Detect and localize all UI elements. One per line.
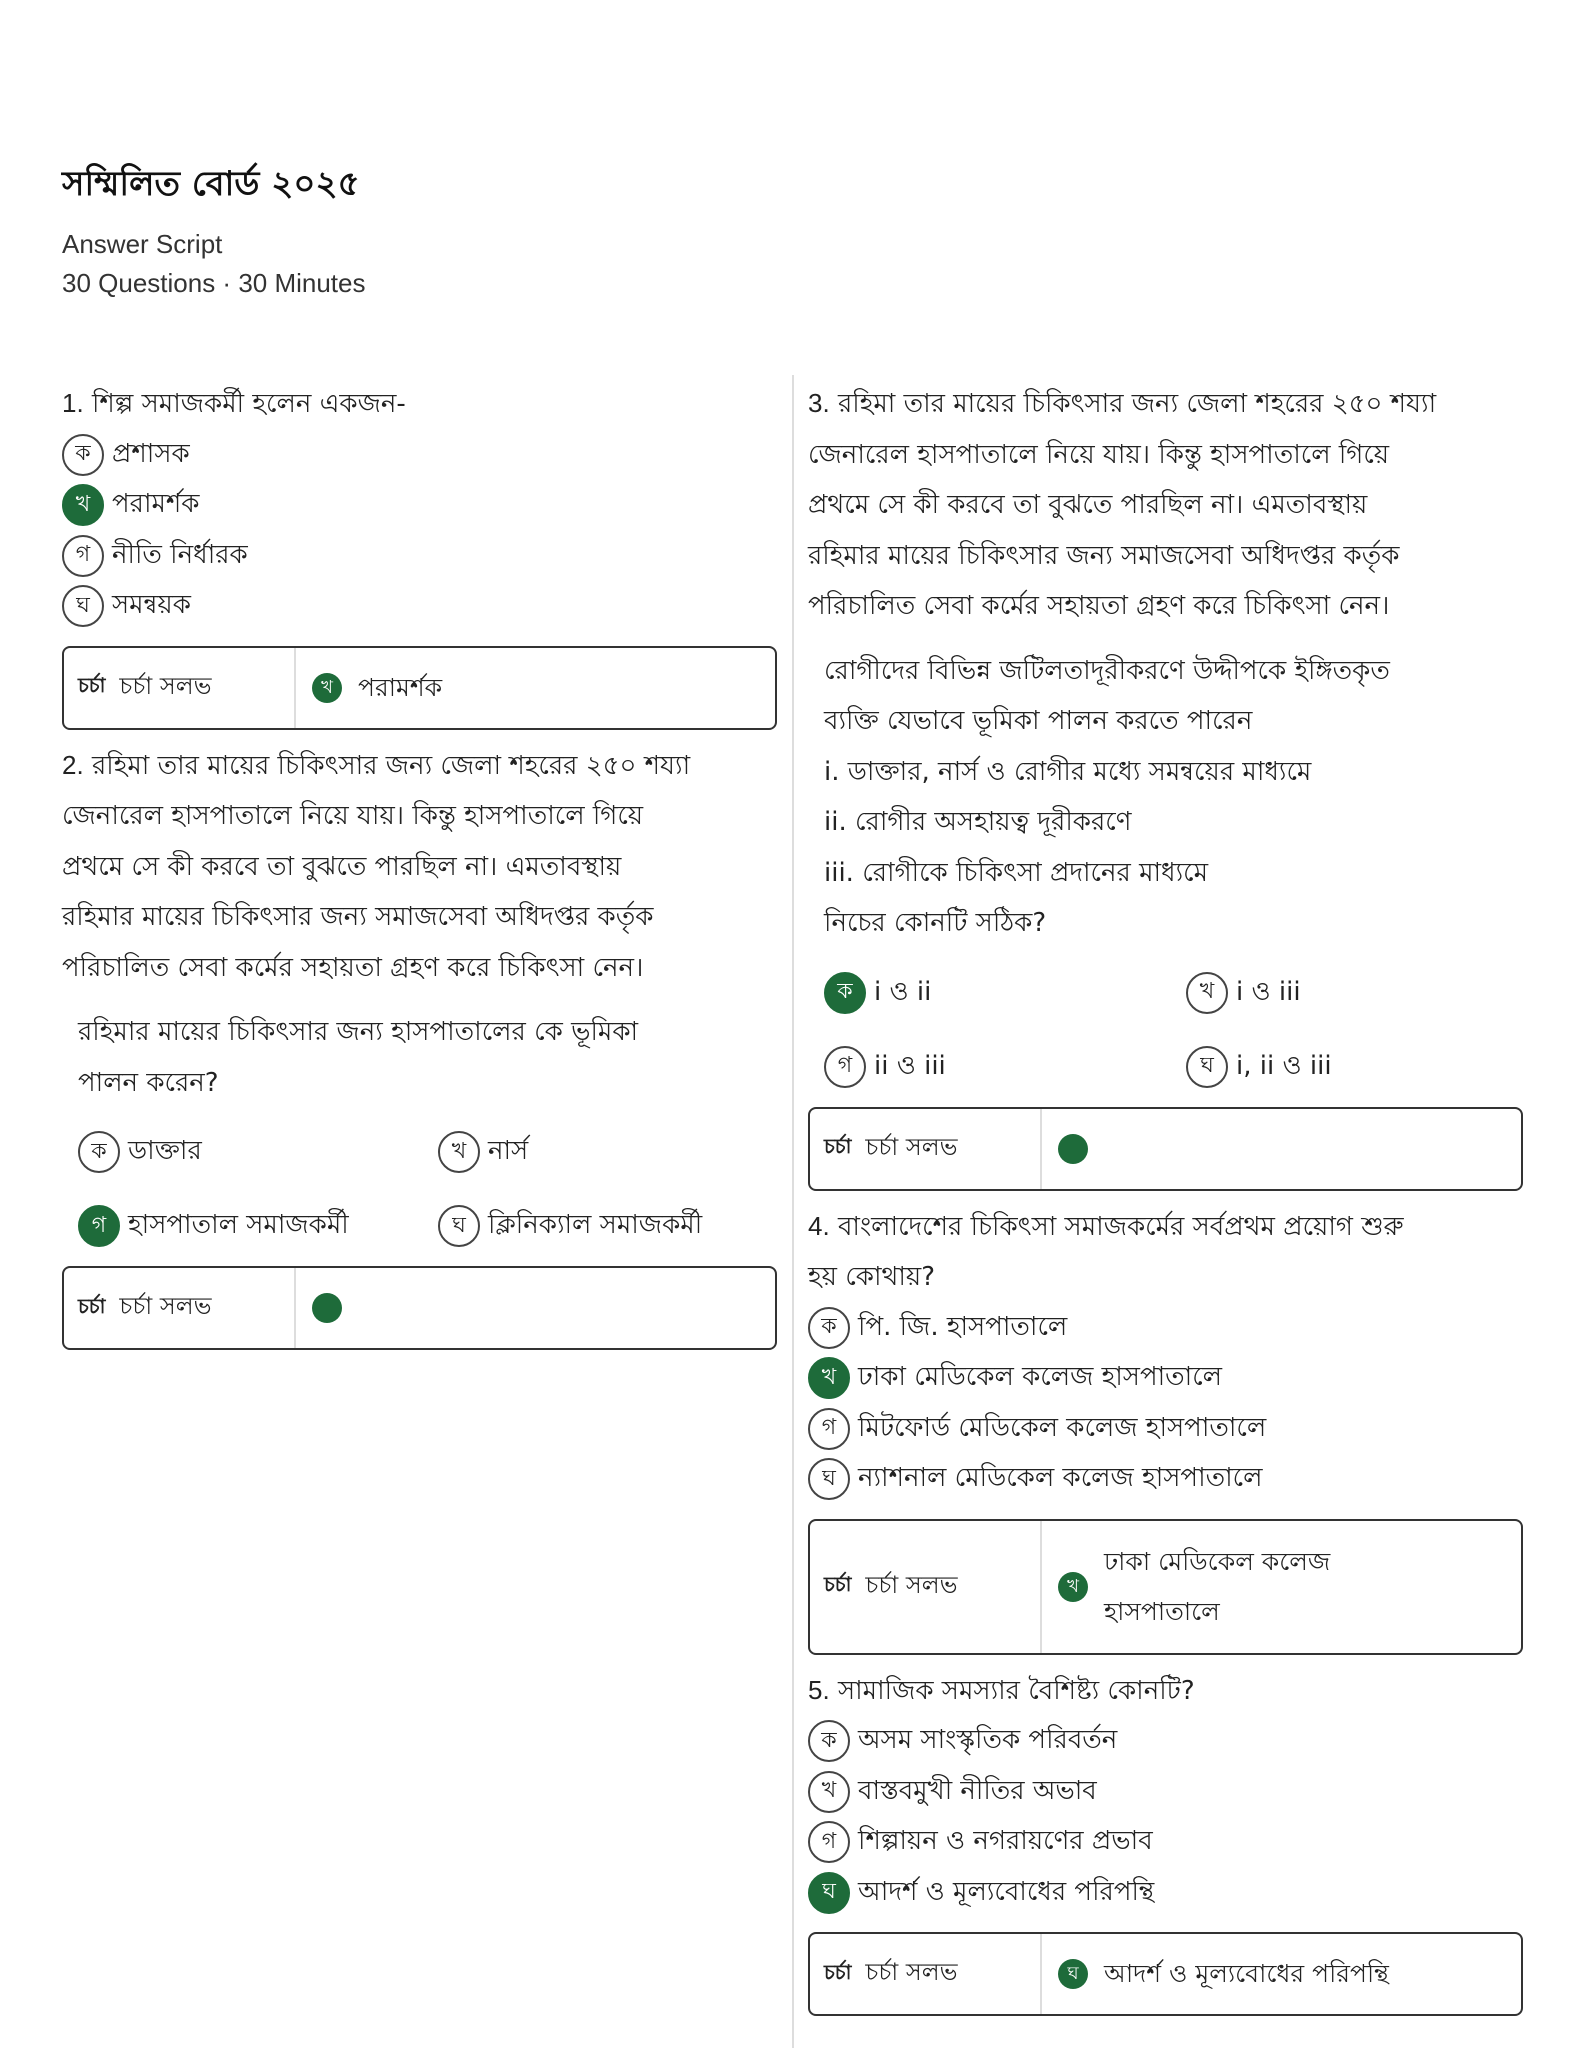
exam-title: সম্মিলিত বোর্ড ২০২৫ <box>62 164 360 204</box>
option-kha[interactable] <box>808 1767 1523 1818</box>
option-text: প্রশাসক <box>112 438 190 469</box>
answer-text: আদর্শ ও মূল্যবোধের পরিপন্থি <box>1104 1959 1389 1988</box>
exam-meta: 30 Questions · 30 Minutes <box>62 268 366 298</box>
option-ga[interactable] <box>808 1404 1523 1455</box>
option-gha[interactable] <box>1186 1041 1526 1093</box>
page-header <box>62 158 366 303</box>
option-marker: খ <box>438 1131 480 1173</box>
charcha-logo-icon: চর্চা <box>78 673 106 697</box>
option-text: নীতি নির্ধারক <box>112 539 248 570</box>
option-marker: ক <box>808 1307 850 1349</box>
option-kha[interactable] <box>438 1126 778 1178</box>
option-text: বাস্তবমুখী নীতির অভাব <box>858 1775 1097 1806</box>
charcha-logo-icon: চর্চা <box>824 1134 852 1158</box>
option-text: i ও iii <box>1236 976 1301 1007</box>
left-column <box>62 378 777 1360</box>
option-gha[interactable] <box>808 1454 1523 1505</box>
statement-ii: ii. রোগীর অসহায়ত্ব দূরীকরণে <box>824 807 1132 837</box>
option-marker-selected: খ <box>62 484 104 526</box>
answer-label: চর্চা সলভ <box>119 671 212 700</box>
charcha-logo-icon: চর্চা <box>78 1293 106 1318</box>
option-marker: ঘ <box>1186 1046 1228 1088</box>
answer-marker: খ <box>1058 1572 1088 1602</box>
option-marker: খ <box>1186 972 1228 1014</box>
option-marker-selected: গ <box>78 1205 120 1247</box>
statement-iii: iii. রোগীকে চিকিৎসা প্রদানের মাধ্যমে <box>824 857 1209 888</box>
option-text: নার্স <box>488 1136 529 1166</box>
option-gha[interactable] <box>62 581 777 632</box>
answer-box <box>808 1519 1523 1655</box>
column-divider <box>792 375 794 2048</box>
question-prompt: নিচের কোনটি সঠিক? <box>824 908 1047 938</box>
answer-box <box>808 1107 1523 1191</box>
passage-line: প্রথমে সে কী করবে তা বুঝতে পারছিল না। এমতাবস্থায় <box>808 490 1368 520</box>
answer-label: চর্চা সলভ <box>119 1292 212 1320</box>
question-4 <box>808 1201 1523 1655</box>
option-text: i, ii ও iii <box>1236 1050 1332 1081</box>
question-1 <box>62 378 777 730</box>
option-ka[interactable] <box>808 1303 1523 1354</box>
option-text: ক্লিনিক্যাল সমাজকর্মী <box>488 1210 703 1240</box>
question-stem: পালন করেন? <box>78 1067 219 1098</box>
option-gha[interactable] <box>438 1200 778 1252</box>
option-marker: ক <box>62 434 104 476</box>
question-number: 2. <box>62 749 84 780</box>
question-text: বাংলাদেশের চিকিৎসা সমাজকর্মের সর্বপ্রথম প্রয়োগ শুরু <box>837 1211 1404 1242</box>
option-text: পরামর্শক <box>112 489 200 520</box>
option-marker: গ <box>808 1821 850 1863</box>
option-marker: ঘ <box>808 1458 850 1500</box>
option-ka[interactable] <box>824 967 1186 1019</box>
passage-line: পরিচালিত সেবা কর্মের সহায়তা গ্রহণ করে চিকিৎসা নেন। <box>62 952 644 983</box>
question-stem: রহিমার মায়ের চিকিৎসার জন্য হাসপাতালের কে ভূমিকা <box>78 1017 639 1047</box>
answer-marker: খ <box>312 673 342 703</box>
charcha-logo-icon: চর্চা <box>824 1959 852 1984</box>
answer-marker-dot <box>1058 1134 1088 1164</box>
answer-box <box>62 1266 777 1350</box>
passage-line: প্রথমে সে কী করবে তা বুঝতে পারছিল না। এমতাবস্থায় <box>62 851 622 882</box>
answer-marker: ঘ <box>1058 1959 1088 1989</box>
option-ga[interactable] <box>824 1041 1186 1093</box>
option-text: ii ও iii <box>874 1050 946 1081</box>
option-text: পি. জি. হাসপাতালে <box>858 1311 1068 1342</box>
option-text: ন্যাশনাল মেডিকেল কলেজ হাসপাতালে <box>858 1463 1263 1494</box>
option-text: ডাক্তার <box>128 1136 202 1166</box>
option-marker-selected: ঘ <box>808 1872 850 1914</box>
answer-box <box>62 646 777 730</box>
passage-line: পরিচালিত সেবা কর্মের সহায়তা গ্রহণ করে চিকিৎসা নেন। <box>808 591 1390 621</box>
answer-label: চর্চা সলভ <box>865 1958 958 1986</box>
option-kha[interactable] <box>1186 967 1526 1019</box>
option-kha[interactable] <box>62 480 777 531</box>
question-number: 1. <box>62 388 84 418</box>
option-text: অসম সাংস্কৃতিক পরিবর্তন <box>858 1725 1118 1756</box>
answer-label: চর্চা সলভ <box>865 1570 958 1599</box>
question-2 <box>62 740 777 1351</box>
option-marker-selected: ক <box>824 972 866 1014</box>
option-text: আদর্শ ও মূল্যবোধের পরিপন্থি <box>858 1876 1155 1907</box>
option-marker: গ <box>808 1408 850 1450</box>
passage-line: জেনারেল হাসপাতালে নিয়ে যায়। কিন্তু হাসপাতালে গিয়ে <box>808 439 1390 470</box>
option-ga[interactable] <box>808 1817 1523 1868</box>
question-number: 5. <box>808 1674 830 1705</box>
option-marker: ক <box>78 1131 120 1173</box>
question-stem: রোগীদের বিভিন্ন জটিলতাদূরীকরণে উদ্দীপকে ইঙ্গিতকৃত <box>824 655 1390 686</box>
option-text: i ও ii <box>874 976 932 1007</box>
option-ka[interactable] <box>62 430 777 481</box>
question-number: 4. <box>808 1210 830 1241</box>
answer-box <box>808 1932 1523 2016</box>
question-3 <box>808 378 1523 1191</box>
option-text: শিল্পায়ন ও নগরায়ণের প্রভাব <box>858 1826 1153 1857</box>
passage-line: জেনারেল হাসপাতালে নিয়ে যায়। কিন্তু হাসপাতালে গিয়ে <box>62 801 644 831</box>
passage-line: রহিমার মায়ের চিকিৎসার জন্য সমাজসেবা অধিদপ্তর কর্তৃক <box>808 540 1400 571</box>
exam-subtitle: Answer Script <box>62 229 223 259</box>
option-ka[interactable] <box>78 1126 438 1178</box>
option-gha[interactable] <box>808 1868 1523 1919</box>
option-ga[interactable] <box>62 531 777 582</box>
right-column <box>808 378 1523 2026</box>
answer-text: পরামর্শক <box>358 672 443 702</box>
option-text: মিটফোর্ড মেডিকেল কলেজ হাসপাতালে <box>858 1412 1267 1443</box>
question-number: 3. <box>808 388 830 418</box>
option-text: সমন্বয়ক <box>112 590 191 621</box>
charcha-logo-icon: চর্চা <box>824 1572 852 1596</box>
question-text: হয় কোথায়? <box>808 1262 936 1292</box>
option-marker: ঘ <box>438 1205 480 1247</box>
option-text: হাসপাতাল সমাজকর্মী <box>128 1210 349 1240</box>
option-marker: ঘ <box>62 585 104 627</box>
answer-text: হাসপাতালে <box>1104 1596 1220 1626</box>
option-marker-selected: খ <box>808 1357 850 1399</box>
question-text: শিল্প সমাজকর্মী হলেন একজন- <box>91 389 406 419</box>
option-ga[interactable] <box>78 1200 438 1252</box>
option-marker: গ <box>62 535 104 577</box>
question-stem: ব্যক্তি যেভাবে ভূমিকা পালন করতে পারেন <box>824 706 1253 736</box>
option-kha[interactable] <box>808 1353 1523 1404</box>
answer-label: চর্চা সলভ <box>865 1132 958 1161</box>
option-marker: ক <box>808 1720 850 1762</box>
passage-line: রহিমার মায়ের চিকিৎসার জন্য সমাজসেবা অধিদপ্তর কর্তৃক <box>62 902 654 932</box>
option-ka[interactable] <box>808 1716 1523 1767</box>
passage-line: রহিমা তার মায়ের চিকিৎসার জন্য জেলা শহরের ২৫০ শয্যা <box>91 750 691 781</box>
option-marker: খ <box>808 1771 850 1813</box>
question-text: সামাজিক সমস্যার বৈশিষ্ট্য কোনটি? <box>837 1675 1195 1706</box>
option-marker: গ <box>824 1046 866 1088</box>
passage-line: রহিমা তার মায়ের চিকিৎসার জন্য জেলা শহরের ২৫০ শয্যা <box>837 389 1437 419</box>
question-5 <box>808 1665 1523 2017</box>
option-text: ঢাকা মেডিকেল কলেজ হাসপাতালে <box>858 1362 1223 1393</box>
statement-i: i. ডাক্তার, নার্স ও রোগীর মধ্যে সমন্বয়ের মাধ্যমে <box>824 756 1312 787</box>
answer-text: ঢাকা মেডিকেল কলেজ <box>1104 1546 1331 1576</box>
answer-marker-dot <box>312 1293 342 1323</box>
